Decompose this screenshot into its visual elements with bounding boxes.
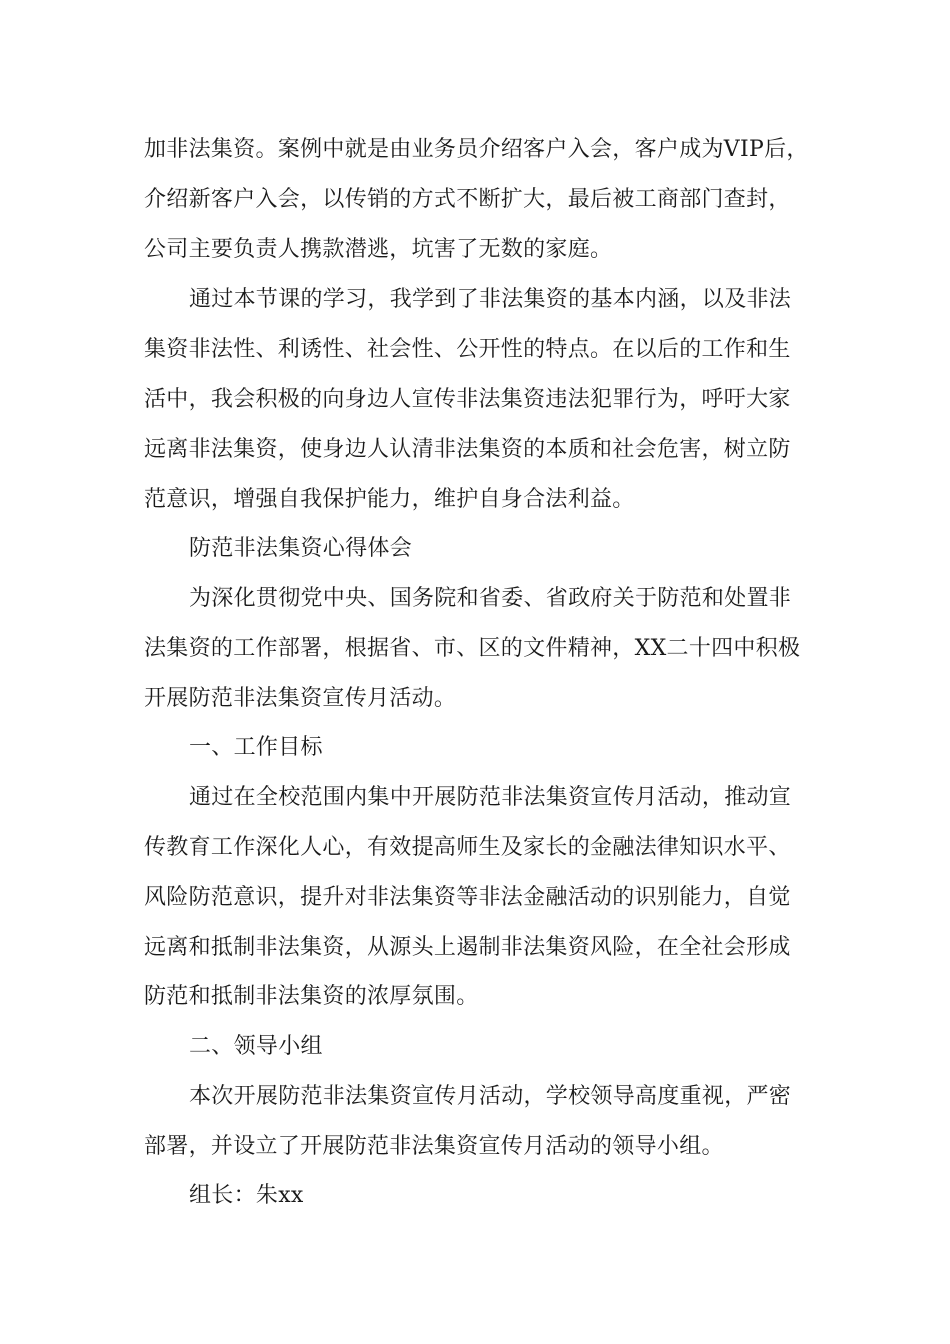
text-line: 通过本节课的学习，我学到了非法集资的基本内涵，以及非法 [189,287,792,312]
text-line: 开展防范非法集资宣传月活动。 [144,686,457,711]
text-line: 部署，并设立了开展防范非法集资宣传月活动的领导小组。 [144,1134,724,1159]
text-line: 范意识，增强自我保护能力，维护自身合法利益。 [144,487,635,512]
text-line: 远离和抵制非法集资，从源头上遏制非法集资风险，在全社会形成 [144,935,791,960]
text-line: 活中，我会积极的向身边人宣传非法集资违法犯罪行为，呼吁大家 [144,387,791,412]
text-line: 远离非法集资，使身边人认清非法集资的本质和社会危害，树立防 [144,437,791,462]
section-heading: 一、工作目标 [189,735,323,760]
section-title: 防范非法集资心得体会 [189,536,413,561]
text-line: 介绍新客户入会，以传销的方式不断扩大，最后被工商部门查封， [144,187,791,212]
text-line: 传教育工作深化人心，有效提高师生及家长的金融法律知识水平、 [144,835,791,860]
text-line: 法集资的工作部署，根据省、市、区的文件精神，XX二十四中积极 [144,636,801,661]
text-line: 组长：朱xx [189,1183,304,1208]
section-heading: 二、领导小组 [189,1034,323,1059]
text-line: 防范和抵制非法集资的浓厚氛围。 [144,984,479,1009]
text-line: 为深化贯彻党中央、国务院和省委、省政府关于防范和处置非 [189,586,792,611]
text-line: 通过在全校范围内集中开展防范非法集资宣传月活动，推动宣 [189,785,792,810]
text-line: 公司主要负责人携款潜逃，坑害了无数的家庭。 [144,237,613,262]
text-line: 本次开展防范非法集资宣传月活动，学校领导高度重视，严密 [189,1084,792,1109]
text-line: 加非法集资。案例中就是由业务员介绍客户入会，客户成为VIP后， [144,137,809,162]
text-line: 风险防范意识，提升对非法集资等非法金融活动的识别能力，自觉 [144,885,791,910]
text-line: 集资非法性、利诱性、社会性、公开性的特点。在以后的工作和生 [144,337,791,362]
